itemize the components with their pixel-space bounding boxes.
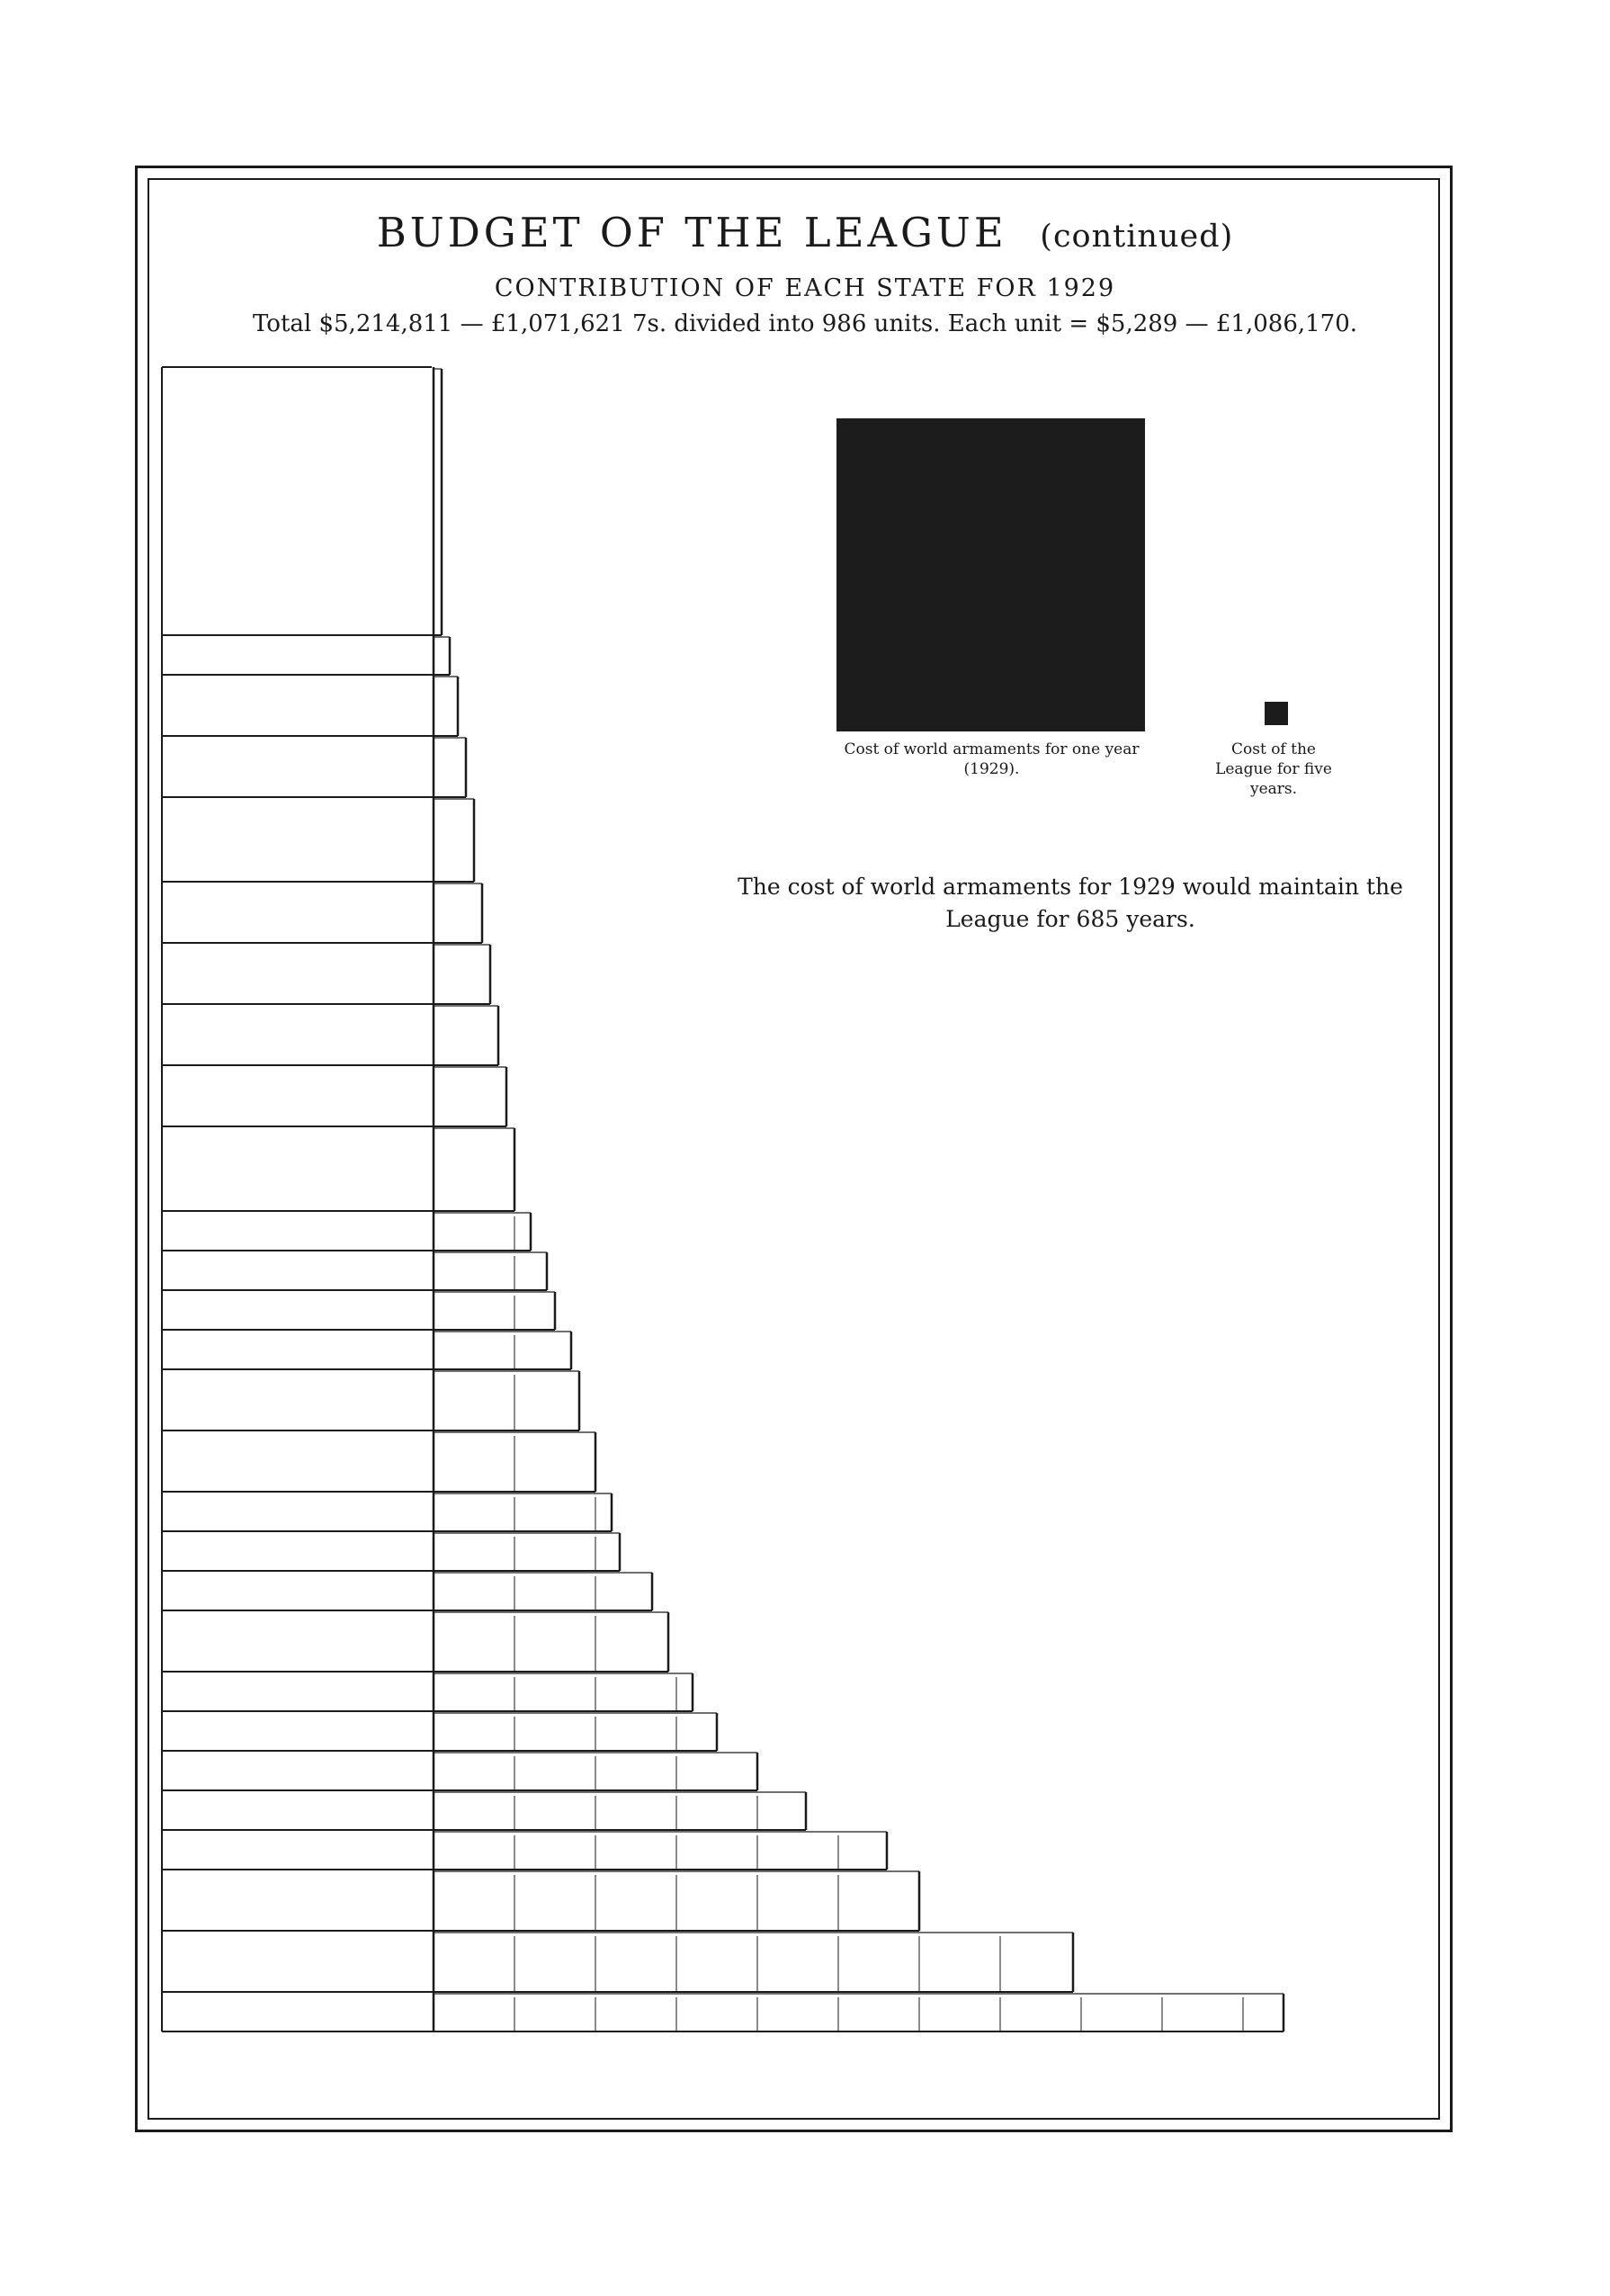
league-caption: Cost of the League for five years. (1215, 740, 1332, 798)
armaments-caption: Cost of world armaments for one year (1929). (844, 740, 1140, 778)
page-subtitle: CONTRIBUTION OF EACH STATE FOR 1929 (494, 274, 1116, 302)
title-main: BUDGET OF THE LEAGUE (376, 209, 1007, 256)
title-suffix: (continued) (1040, 219, 1234, 255)
total-line: Total $5,214,811 — £1,071,621 7s. divided into 986 units. Each unit = $5,289 — £1,086,170. (252, 310, 1358, 337)
comparison-text: The cost of world armaments for 1929 would maintain the League for 685 years. (738, 874, 1403, 932)
